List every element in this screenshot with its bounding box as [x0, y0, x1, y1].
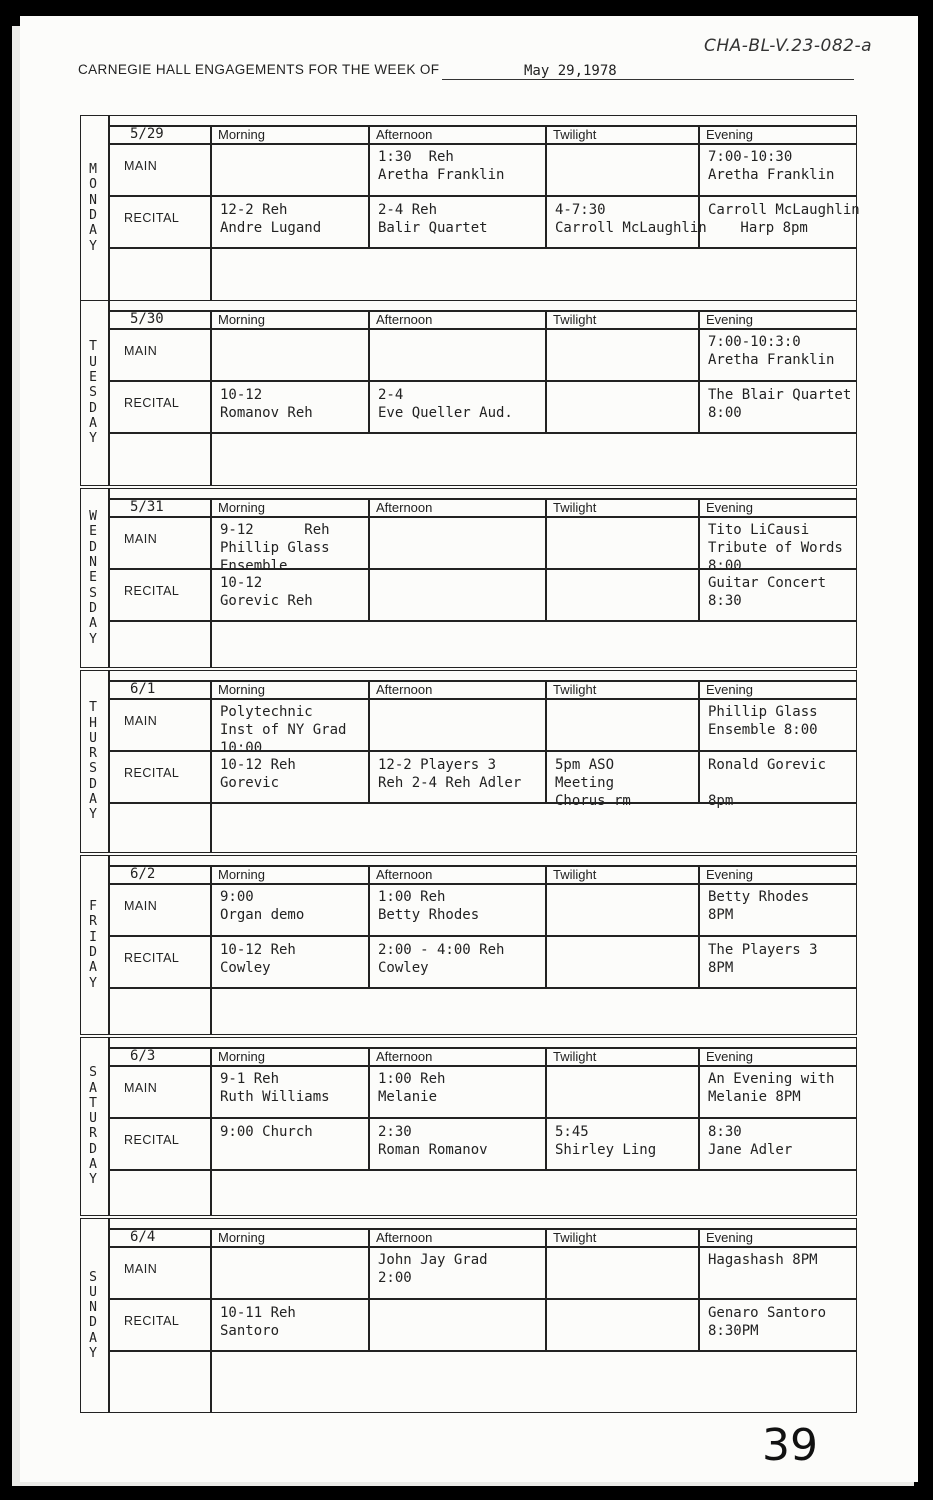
day-column-rule — [108, 488, 110, 668]
day-letter: A — [89, 1330, 97, 1346]
day-letter: M — [89, 162, 97, 178]
recital-afternoon-entry: 12-2 Players 3 Reh 2-4 Reh Adler — [378, 757, 522, 791]
recital-morning-entry: 10-12 Reh Cowley — [220, 942, 296, 976]
day-letter: S — [89, 1269, 97, 1285]
recital-row-rule — [108, 432, 857, 434]
row-label-recital: RECITAL — [124, 951, 180, 965]
recital-evening-entry: Guitar Concert 8:30 — [708, 575, 827, 609]
column-header-twilight: Twilight — [553, 500, 597, 515]
label-column-rule — [210, 125, 212, 301]
recital-morning-entry: 10-12 Gorevic Reh — [220, 575, 313, 609]
recital-morning-entry: 9:00 Church — [220, 1124, 313, 1140]
row-label-main: MAIN — [124, 1081, 158, 1095]
main-row-rule — [108, 1117, 857, 1119]
day-letter: O — [89, 177, 97, 193]
recital-evening-entry: The Blair Quartet 8:00 — [708, 387, 852, 421]
day-date: 6/1 — [130, 681, 156, 697]
day-letter: E — [89, 370, 97, 386]
main-afternoon-entry: 1:30 Reh Aretha Franklin — [378, 149, 505, 183]
day-date: 5/31 — [130, 499, 164, 515]
main-evening-entry: Hagashash 8PM — [708, 1252, 818, 1268]
day-letter: T — [89, 700, 97, 716]
main-afternoon-entry: John Jay Grad 2:00 — [378, 1252, 488, 1286]
row-label-recital: RECITAL — [124, 766, 180, 780]
row-label-main: MAIN — [124, 159, 158, 173]
day-letter: A — [89, 1157, 97, 1173]
recital-afternoon-entry: 2:30 Roman Romanov — [378, 1124, 488, 1158]
column-header-afternoon: Afternoon — [376, 500, 433, 515]
day-letter: N — [89, 192, 97, 208]
day-letter: T — [89, 339, 97, 355]
day-letter: H — [89, 715, 97, 731]
header-rule — [108, 1065, 857, 1067]
column-header-morning: Morning — [218, 1049, 265, 1064]
column-header-afternoon: Afternoon — [376, 682, 433, 697]
main-afternoon-entry: 1:00 Reh Betty Rhodes — [378, 889, 480, 923]
day-name-tuesday — [86, 339, 100, 446]
day-letter: A — [89, 792, 97, 808]
label-column-rule — [210, 498, 212, 668]
label-column-rule — [210, 310, 212, 486]
heading-underline — [442, 79, 854, 80]
main-evening-entry: An Evening with Melanie 8PM — [708, 1071, 835, 1105]
day-letter: D — [89, 776, 97, 792]
day-letter: T — [89, 1095, 97, 1111]
day-letter: R — [89, 746, 97, 762]
column-header-twilight: Twilight — [553, 1230, 597, 1245]
row-label-main: MAIN — [124, 344, 158, 358]
recital-row-rule — [108, 620, 857, 622]
day-letter: S — [89, 761, 97, 777]
main-evening-entry: 7:00-10:3:0 Aretha Franklin — [708, 334, 835, 368]
day-letter: S — [89, 385, 97, 401]
column-header-evening: Evening — [706, 500, 753, 515]
page-heading: CARNEGIE HALL ENGAGEMENTS FOR THE WEEK OF — [78, 62, 440, 77]
day-letter: D — [89, 944, 97, 960]
page-number: 39 — [762, 1420, 818, 1471]
day-letter: Y — [89, 631, 97, 647]
day-letter: N — [89, 555, 97, 571]
day-letter: Y — [89, 238, 97, 254]
row-label-recital: RECITAL — [124, 1314, 180, 1328]
main-row-rule — [108, 195, 857, 197]
recital-twilight-entry: 5pm ASO Meeting Chorus rm — [555, 757, 631, 809]
header-rule — [108, 1246, 857, 1248]
column-header-twilight: Twilight — [553, 867, 597, 882]
recital-afternoon-entry: 2:00 - 4:00 Reh Cowley — [378, 942, 505, 976]
day-letter: A — [89, 960, 97, 976]
day-letter: N — [89, 1300, 97, 1316]
recital-evening-entry: Ronald Gorevic 8pm — [708, 757, 827, 809]
main-morning-entry: 9-12 Reh Phillip Glass Ensemble — [220, 522, 330, 574]
header-rule — [108, 883, 857, 885]
row-label-recital: RECITAL — [124, 584, 180, 598]
day-letter: Y — [89, 1346, 97, 1362]
day-name-friday — [86, 899, 100, 991]
day-name-thursday — [86, 700, 100, 822]
week-date: May 29,1978 — [524, 63, 617, 79]
day-letter: W — [89, 509, 97, 525]
column-header-twilight: Twilight — [553, 312, 597, 327]
main-evening-entry: 7:00-10:30 Aretha Franklin — [708, 149, 835, 183]
day-name-saturday — [86, 1065, 100, 1187]
column-header-morning: Morning — [218, 1230, 265, 1245]
day-letter: A — [89, 223, 97, 239]
day-letter: I — [89, 929, 97, 945]
recital-twilight-entry: 5:45 Shirley Ling — [555, 1124, 657, 1158]
column-header-morning: Morning — [218, 127, 265, 142]
row-label-main: MAIN — [124, 899, 158, 913]
row-label-main: MAIN — [124, 532, 158, 546]
recital-morning-entry: 10-12 Reh Gorevic — [220, 757, 296, 791]
day-letter: D — [89, 539, 97, 555]
recital-afternoon-entry: 2-4 Reh Balir Quartet — [378, 202, 488, 236]
recital-morning-entry: 10-11 Reh Santoro — [220, 1305, 296, 1339]
day-letter: D — [89, 207, 97, 223]
row-label-main: MAIN — [124, 714, 158, 728]
day-letter: Y — [89, 975, 97, 991]
day-name-monday — [86, 162, 100, 254]
day-letter: U — [89, 730, 97, 746]
label-column-rule — [210, 865, 212, 1035]
recital-row-rule — [108, 987, 857, 989]
main-morning-entry: Polytechnic Inst of NY Grad 10:00 — [220, 704, 347, 756]
column-header-afternoon: Afternoon — [376, 312, 433, 327]
column-header-morning: Morning — [218, 312, 265, 327]
column-header-evening: Evening — [706, 312, 753, 327]
recital-morning-entry: 10-12 Romanov Reh — [220, 387, 313, 421]
column-header-evening: Evening — [706, 1230, 753, 1245]
recital-row-rule — [108, 1350, 857, 1352]
row-label-main: MAIN — [124, 1262, 158, 1276]
column-header-morning: Morning — [218, 682, 265, 697]
day-letter: D — [89, 1315, 97, 1331]
column-header-evening: Evening — [706, 682, 753, 697]
day-letter: D — [89, 600, 97, 616]
main-row-rule — [108, 935, 857, 937]
day-date: 6/4 — [130, 1229, 156, 1245]
recital-morning-entry: 12-2 Reh Andre Lugand — [220, 202, 322, 236]
day-letter: D — [89, 1141, 97, 1157]
archive-id: CHA-BL-V.23-082-a — [704, 36, 873, 56]
day-column-rule — [108, 855, 110, 1035]
day-letter: U — [89, 354, 97, 370]
row-label-recital: RECITAL — [124, 1133, 180, 1147]
column-header-twilight: Twilight — [553, 127, 597, 142]
main-row-rule — [108, 380, 857, 382]
column-header-evening: Evening — [706, 127, 753, 142]
recital-evening-entry: Genaro Santoro 8:30PM — [708, 1305, 827, 1339]
day-letter: D — [89, 400, 97, 416]
day-letter: Y — [89, 431, 97, 447]
column-header-morning: Morning — [218, 867, 265, 882]
column-header-afternoon: Afternoon — [376, 1230, 433, 1245]
day-letter: A — [89, 415, 97, 431]
day-letter: E — [89, 570, 97, 586]
day-letter: Y — [89, 1172, 97, 1188]
day-date: 5/29 — [130, 126, 164, 142]
day-column-rule — [108, 1037, 110, 1216]
day-letter: U — [89, 1284, 97, 1300]
recital-evening-entry: Carroll McLaughlin — [708, 202, 860, 218]
recital-twilight-entry: 4-7:30 Carroll McLaughlin Harp 8pm — [555, 202, 808, 236]
header-rule — [108, 516, 857, 518]
day-date: 6/2 — [130, 866, 156, 882]
day-letter: E — [89, 524, 97, 540]
main-afternoon-entry: 1:00 Reh Melanie — [378, 1071, 446, 1105]
recital-row-rule — [108, 247, 857, 249]
column-header-twilight: Twilight — [553, 1049, 597, 1064]
header-rule — [108, 143, 857, 145]
day-letter: A — [89, 616, 97, 632]
column-header-evening: Evening — [706, 1049, 753, 1064]
main-evening-entry: Tito LiCausi Tribute of Words 8:00 — [708, 522, 843, 574]
day-letter: U — [89, 1111, 97, 1127]
recital-afternoon-entry: 2-4 Eve Queller Aud. — [378, 387, 513, 421]
column-header-afternoon: Afternoon — [376, 1049, 433, 1064]
column-header-afternoon: Afternoon — [376, 867, 433, 882]
day-name-wednesday — [86, 509, 100, 647]
day-date: 5/30 — [130, 311, 164, 327]
column-header-evening: Evening — [706, 867, 753, 882]
main-row-rule — [108, 1298, 857, 1300]
label-column-rule — [210, 1047, 212, 1216]
day-letter: S — [89, 1065, 97, 1081]
day-date: 6/3 — [130, 1048, 156, 1064]
main-evening-entry: Phillip Glass Ensemble 8:00 — [708, 704, 818, 738]
recital-row-rule — [108, 1169, 857, 1171]
row-label-recital: RECITAL — [124, 396, 180, 410]
recital-evening-entry: 8:30 Jane Adler — [708, 1124, 793, 1158]
label-column-rule — [210, 680, 212, 853]
day-letter: S — [89, 585, 97, 601]
column-header-afternoon: Afternoon — [376, 127, 433, 142]
header-rule — [108, 328, 857, 330]
main-morning-entry: 9:00 Organ demo — [220, 889, 305, 923]
main-evening-entry: Betty Rhodes 8PM — [708, 889, 810, 923]
day-letter: Y — [89, 807, 97, 823]
column-header-twilight: Twilight — [553, 682, 597, 697]
label-column-rule — [210, 1228, 212, 1413]
day-name-sunday — [86, 1270, 100, 1362]
day-letter: R — [89, 914, 97, 930]
row-label-recital: RECITAL — [124, 211, 180, 225]
day-letter: A — [89, 1080, 97, 1096]
recital-evening-entry: The Players 3 8PM — [708, 942, 818, 976]
day-letter: R — [89, 1126, 97, 1142]
header-rule — [108, 698, 857, 700]
main-morning-entry: 9-1 Reh Ruth Williams — [220, 1071, 330, 1105]
day-letter: F — [89, 899, 97, 915]
column-header-morning: Morning — [218, 500, 265, 515]
